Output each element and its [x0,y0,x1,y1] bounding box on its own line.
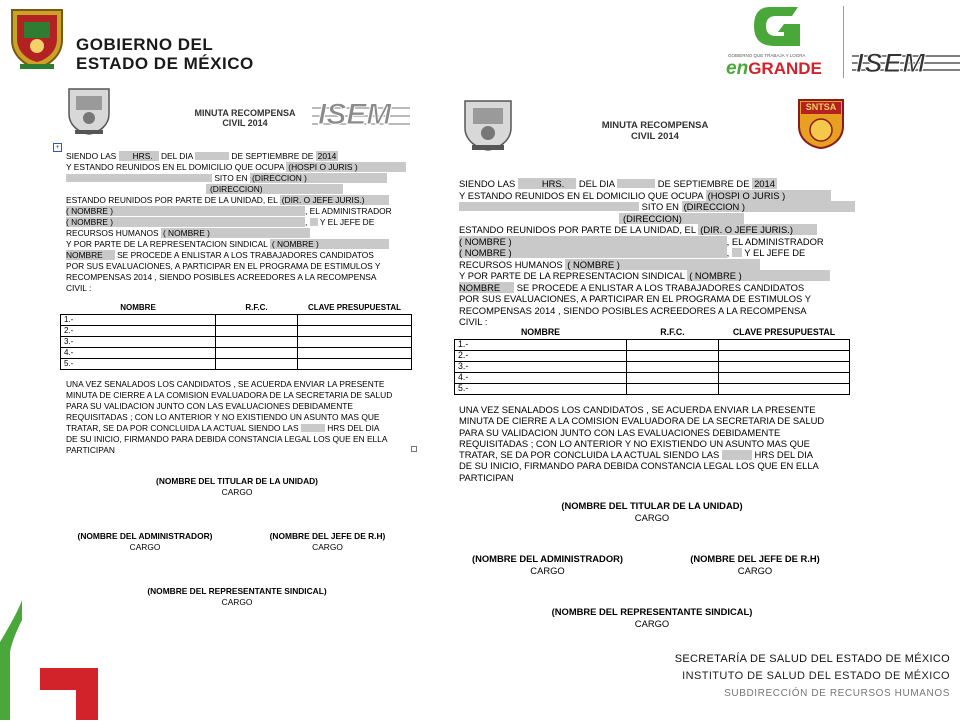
doc-left-sig-titular: (NOMBRE DEL TITULAR DE LA UNIDAD) CARGO [156,476,318,497]
doc-right-closing: UNA VEZ SENALADOS LOS CANDIDATOS , SE ACUERDA ENVIAR LA PRESENTE MINUTA DE CIERRE A LA COMISION EVALUADORA DE LA SECRETARIA DE SALUD PARA SU VALIDACION JUNTO CON LAS EVALUACIONES DEBIDAMENTE REQUISITADAS ; CON LO ANTERIOR Y NO EXISTIENDO UN ASUNTO MAS QUE TRATAR, SE DA POR CONCLUIDA LA ACTUAL SIENDO LAS HRS DEL DIA DE SU INICIO, FIRMANDO PARA DEBIDA CONSTANCIA LEGAL LOS QUE EN ELLA PARTICIPAN [459,404,825,483]
table-row: 3.- [455,361,850,372]
doc-right-candidates-table [454,326,850,395]
col-clave: CLAVE PRESUPUESTAL [307,302,402,312]
doc-left-title-l2: CIVIL 2014 [222,118,268,129]
table-row: 5.- [455,383,850,394]
gov-line1: GOBIERNO DEL [76,35,214,54]
doc-left-sig-rep: (NOMBRE DEL REPRESENTANTE SINDICAL) CARGO [147,586,327,607]
doc-left-isem-text: ISEM [318,98,392,131]
isem-header-logo [852,50,960,78]
doc-left-sig-jefe: (NOMBRE DEL JEFE DE R.H) CARGO [269,531,386,552]
col-rfc: R.F.C. [660,326,685,337]
doc-right-title-l2: CIVIL 2014 [631,130,679,142]
g-logo-icon [726,2,834,52]
sntsa-logo-icon [795,96,847,150]
doc-right-title [570,121,740,143]
footer-line3: SUBDIRECCIÓN DE RECURSOS HUMANOS [724,688,950,699]
doc-left-seal-icon [66,86,112,136]
brand-shapes-icon [0,600,110,720]
doc-right-sig-admin: (NOMBRE DEL ADMINISTRADOR) CARGO [471,553,624,576]
footer [675,651,950,702]
engrande-logo [726,2,834,78]
resize-handle-icon[interactable] [411,446,417,452]
table-row: 1.- [61,314,412,325]
doc-right-body: SIENDO LAS HRS. DEL DIA DE SEPTIEMBRE DE 2014 Y ESTANDO REUNIDOS EN EL DOMICILIO QUE OCUPA (HOSPI O JURIS ) SITO EN (DIRECCION ) (DIRECCION) ESTANDO REUNIDOS POR PARTE DE LA UNIDAD, EL (DIR. O JEFE JURIS.) ( NOMBRE ) , EL ADMINISTRADOR ( NOMBRE ) , Y EL JEFE DE RECURSOS HUMANOS ( NOMBRE ) Y POR PARTE DE LA REPRESENTACION SINDICAL ( NOMBRE ) NOMBRE SE PROCEDE A ENLISTAR A LOS TRABAJADORES CANDIDATOS POR SUS EVALUACIONES, A PARTICIPAR EN EL PROGRAMA DE ESTIMULOS Y RECOMPENSAS 2014 , SIENDO POSIBLES ACREEDORES A LA RECOMPENSA CIVIL : [459,179,855,329]
doc-left-closing: UNA VEZ SENALADOS LOS CANDIDATOS , SE ACUERDA ENVIAR LA PRESENTE MINUTA DE CIERRE A LA COMISION EVALUADORA DE LA SECRETARIA DE SALUD PARA SU VALIDACION JUNTO CON LAS EVALUACIONES DEBIDAMENTE REQUISITADAS ; CON LO ANTERIOR Y NO EXISTIENDO UN ASUNTO MAS QUE TRATAR, SE DA POR CONCLUIDA LA ACTUAL SIENDO LAS HRS DEL DIA DE SU INICIO, FIRMANDO PARA DEBIDA CONSTANCIA LEGAL LOS QUE EN ELLA PARTICIPAN [66,379,393,455]
table-row: 2.- [455,350,850,361]
doc-right-sig-titular: (NOMBRE DEL TITULAR DE LA UNIDAD) CARGO [561,500,743,523]
engrande-tagline: GOBIERNO QUE TRABAJA Y LOGRA [728,53,806,58]
doc-left-title-l1: MINUTA RECOMPENSA [194,108,296,118]
table-row: 1.- [455,339,850,350]
col-nombre: NOMBRE [120,302,156,312]
expand-handle-icon[interactable]: + [53,143,62,152]
doc-right-sig-jefe: (NOMBRE DEL JEFE DE R.H) CARGO [690,553,820,576]
doc-left-isem-logo [312,96,410,136]
table-row: 5.- [61,358,412,369]
col-clave: CLAVE PRESUPUESTAL [732,326,836,337]
table-row: 4.- [61,347,412,358]
doc-right-title-l1: MINUTA RECOMPENSA [601,120,709,131]
table-row: 2.- [61,325,412,336]
government-wordmark [76,36,254,72]
header-divider [843,6,844,78]
doc-left-candidates-table [60,302,412,370]
doc-right-seal-icon [462,98,514,152]
footer-line2: INSTITUTO DE SALUD DEL ESTADO DE MÉXICO [682,670,950,682]
col-nombre: NOMBRE [520,326,561,337]
engrande-grande: GRANDE [748,59,822,78]
sntsa-text: SNTSA [805,102,837,112]
isem-header-text: ISEM [856,50,927,78]
doc-left-body: SIENDO LAS HRS. DEL DIA DE SEPTIEMBRE DE 2014 Y ESTANDO REUNIDOS EN EL DOMICILIO QUE OCUPA (HOSPI O JURIS ) SITO EN (DIRECCION ) (DIRECCION) ESTANDO REUNIDOS POR PARTE DE LA UNIDAD, EL (DIR. O JEFE JURIS.) ( NOMBRE ) , EL ADMINISTRADOR ( NOMBRE ) , Y EL JEFE DE RECURSOS HUMANOS ( NOMBRE ) Y POR PARTE DE LA REPRESENTACION SINDICAL ( NOMBRE ) NOMBRE SE PROCEDE A ENLISTAR A LOS TRABAJADORES CANDIDATOS POR SUS EVALUACIONES, A PARTICIPAR EN EL PROGRAMA DE ESTIMULOS Y RECOMPENSAS 2014 , SIENDO POSIBLES ACREEDORES A LA RECOMPENSA CIVIL : [66,152,406,295]
doc-left-sig-admin: (NOMBRE DEL ADMINISTRADOR) CARGO [77,531,213,552]
table-row: 4.- [455,372,850,383]
state-seal-icon [8,6,66,70]
gov-line2: ESTADO DE MÉXICO [76,54,254,73]
engrande-en: en [726,58,749,79]
col-rfc: R.F.C. [245,302,268,312]
table-row: 3.- [61,336,412,347]
doc-left-title [160,108,330,129]
footer-line1: SECRETARÍA DE SALUD DEL ESTADO DE MÉXICO [674,653,950,665]
doc-right-sig-rep: (NOMBRE DEL REPRESENTANTE SINDICAL) CARGO [551,606,753,629]
